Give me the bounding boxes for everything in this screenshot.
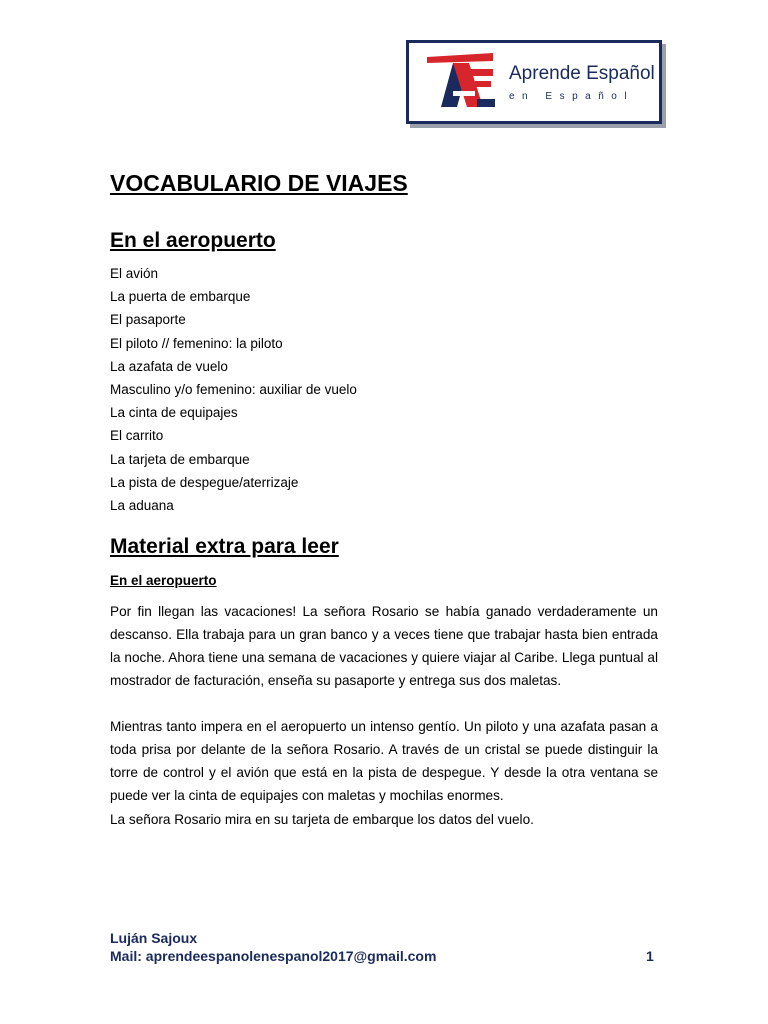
logo-title: Aprende Español (509, 63, 655, 84)
list-item: La aduana (110, 497, 174, 513)
section-heading-airport: En el aeropuerto (110, 229, 276, 252)
list-item: La cinta de equipajes (110, 405, 238, 421)
list-item: La tarjeta de embarque (110, 451, 250, 467)
reading-paragraph: La señora Rosario mira en su tarjeta de embarque los datos del vuelo. (110, 812, 534, 827)
logo (406, 40, 662, 124)
page-number: 1 (646, 948, 654, 964)
list-item: La azafata de vuelo (110, 358, 228, 374)
footer-email: Mail: aprendeespanolenespanol2017@gmail.com (110, 948, 437, 964)
list-item: El avión (110, 266, 159, 281)
list-item: Masculino y/o femenino: auxiliar de vuelo (110, 381, 357, 397)
list-item: El piloto // femenino: la piloto (110, 335, 283, 351)
list-item: El pasaporte (110, 312, 186, 328)
footer-author: Luján Sajoux (110, 930, 198, 946)
list-item: La puerta de embarque (110, 289, 251, 305)
vocabulary-list (110, 262, 357, 517)
ae-logo-icon (423, 51, 497, 113)
logo-subtitle: en Español (509, 91, 635, 102)
reading-paragraph: Mientras tanto impera en el aeropuerto un intenso gentío. Un piloto y una azafata pasan a toda prisa por delante de la señora Rosario. A través de un cristal se puede distinguir la torre de control y el avión que está en la pista de despegue. Y desde la otra ventana se puede ver la cinta de equipajes con maletas y mochilas enormes. (110, 719, 658, 803)
reading-paragraph: Por fin llegan las vacaciones! La señora Rosario se había ganado verdaderamente un descanso. Ella trabaja para un gran banco y a veces tiene que trabajar hasta bien entrada la noche. Ahora tiene una semana de vacaciones y quiere viajar al Caribe. Llega puntual al mostrador de facturación, enseña su pasaporte y entrega sus dos maletas. (110, 604, 658, 688)
list-item: La pista de despegue/aterrizaje (110, 474, 299, 490)
list-item: El carrito (110, 428, 164, 444)
section-heading-extra-reading: Material extra para leer (110, 535, 339, 558)
reading-subheading: En el aeropuerto (110, 573, 217, 588)
document-title: VOCABULARIO DE VIAJES (110, 170, 408, 196)
